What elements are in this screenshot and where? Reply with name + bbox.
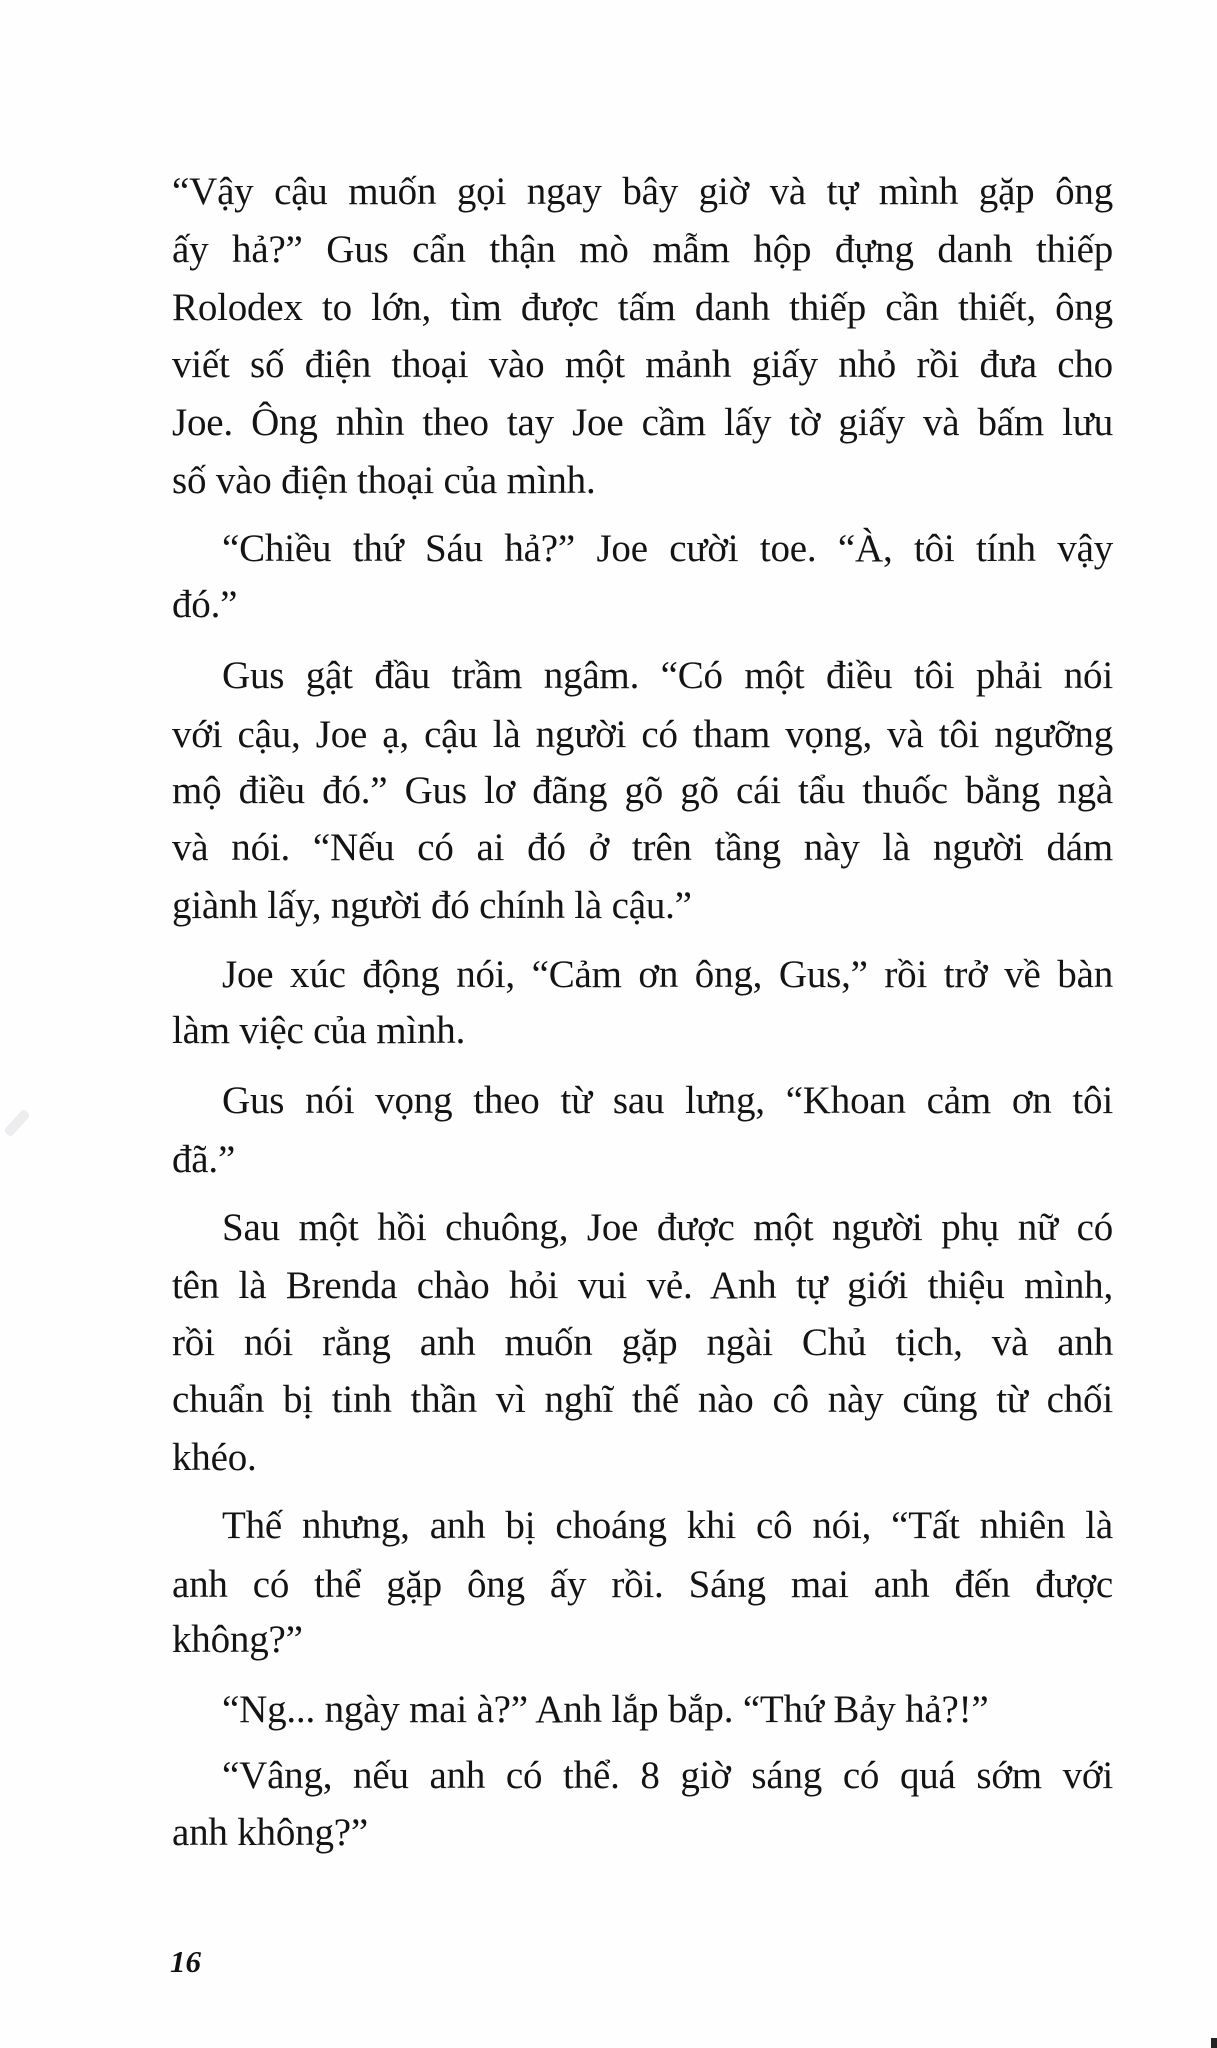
text-line: khéo. xyxy=(172,1436,257,1479)
scan-artifact xyxy=(3,1109,31,1138)
text-line: anh có thể gặp ông ấy rồi. Sáng mai anh đến được xyxy=(172,1563,1113,1606)
text-line: tên là Brenda chào hỏi vui vẻ. Anh tự giới thiệu mình, xyxy=(172,1264,1113,1307)
text-line: không?” xyxy=(172,1618,303,1661)
text-line: làm việc của mình. xyxy=(172,1009,466,1052)
text-line: viết số điện thoại vào một mảnh giấy nhỏ rồi đưa cho xyxy=(172,343,1113,386)
text-line: giành lấy, người đó chính là cậu.” xyxy=(172,884,692,927)
text-line: ấy hả?” Gus cẩn thận mò mẫm hộp đựng danh thiếp xyxy=(172,228,1113,271)
text-line: rồi nói rằng anh muốn gặp ngài Chủ tịch, và anh xyxy=(172,1321,1113,1364)
text-line: “Ng... ngày mai à?” Anh lắp bắp. “Thứ Bảy hả?!” xyxy=(222,1688,989,1731)
text-line: Gus gật đầu trầm ngâm. “Có một điều tôi phải nói xyxy=(222,654,1113,697)
text-line: mộ điều đó.” Gus lơ đãng gõ gõ cái tẩu thuốc bằng ngà xyxy=(172,769,1113,812)
text-line: “Vâng, nếu anh có thể. 8 giờ sáng có quá sớm với xyxy=(222,1754,1113,1797)
text-line: Sau một hồi chuông, Joe được một người phụ nữ có xyxy=(222,1206,1113,1249)
scan-artifact xyxy=(1211,2038,1217,2048)
text-line: đó.” xyxy=(172,583,238,626)
text-line: Rolodex to lớn, tìm được tấm danh thiếp cần thiết, ông xyxy=(172,286,1113,329)
text-line: số vào điện thoại của mình. xyxy=(172,459,596,502)
text-line: và nói. “Nếu có ai đó ở trên tầng này là người dám xyxy=(172,826,1113,869)
text-line: chuẩn bị tinh thần vì nghĩ thế nào cô này cũng từ chối xyxy=(172,1378,1113,1421)
page-number: 16 xyxy=(170,1944,201,1979)
text-line: Joe. Ông nhìn theo tay Joe cầm lấy tờ giấy và bấm lưu xyxy=(172,401,1113,444)
text-line: Gus nói vọng theo từ sau lưng, “Khoan cảm ơn tôi xyxy=(222,1079,1113,1122)
text-line: “Vậy cậu muốn gọi ngay bây giờ và tự mình gặp ông xyxy=(172,170,1113,213)
text-line: Thế nhưng, anh bị choáng khi cô nói, “Tất nhiên là xyxy=(222,1504,1113,1547)
text-line: anh không?” xyxy=(172,1811,368,1854)
text-line: “Chiều thứ Sáu hả?” Joe cười toe. “À, tôi tính vậy xyxy=(222,527,1113,570)
text-line: Joe xúc động nói, “Cảm ơn ông, Gus,” rồi trở về bàn xyxy=(222,953,1113,996)
text-line: đã.” xyxy=(172,1138,236,1181)
text-line: với cậu, Joe ạ, cậu là người có tham vọng, và tôi ngưỡng xyxy=(172,713,1113,756)
